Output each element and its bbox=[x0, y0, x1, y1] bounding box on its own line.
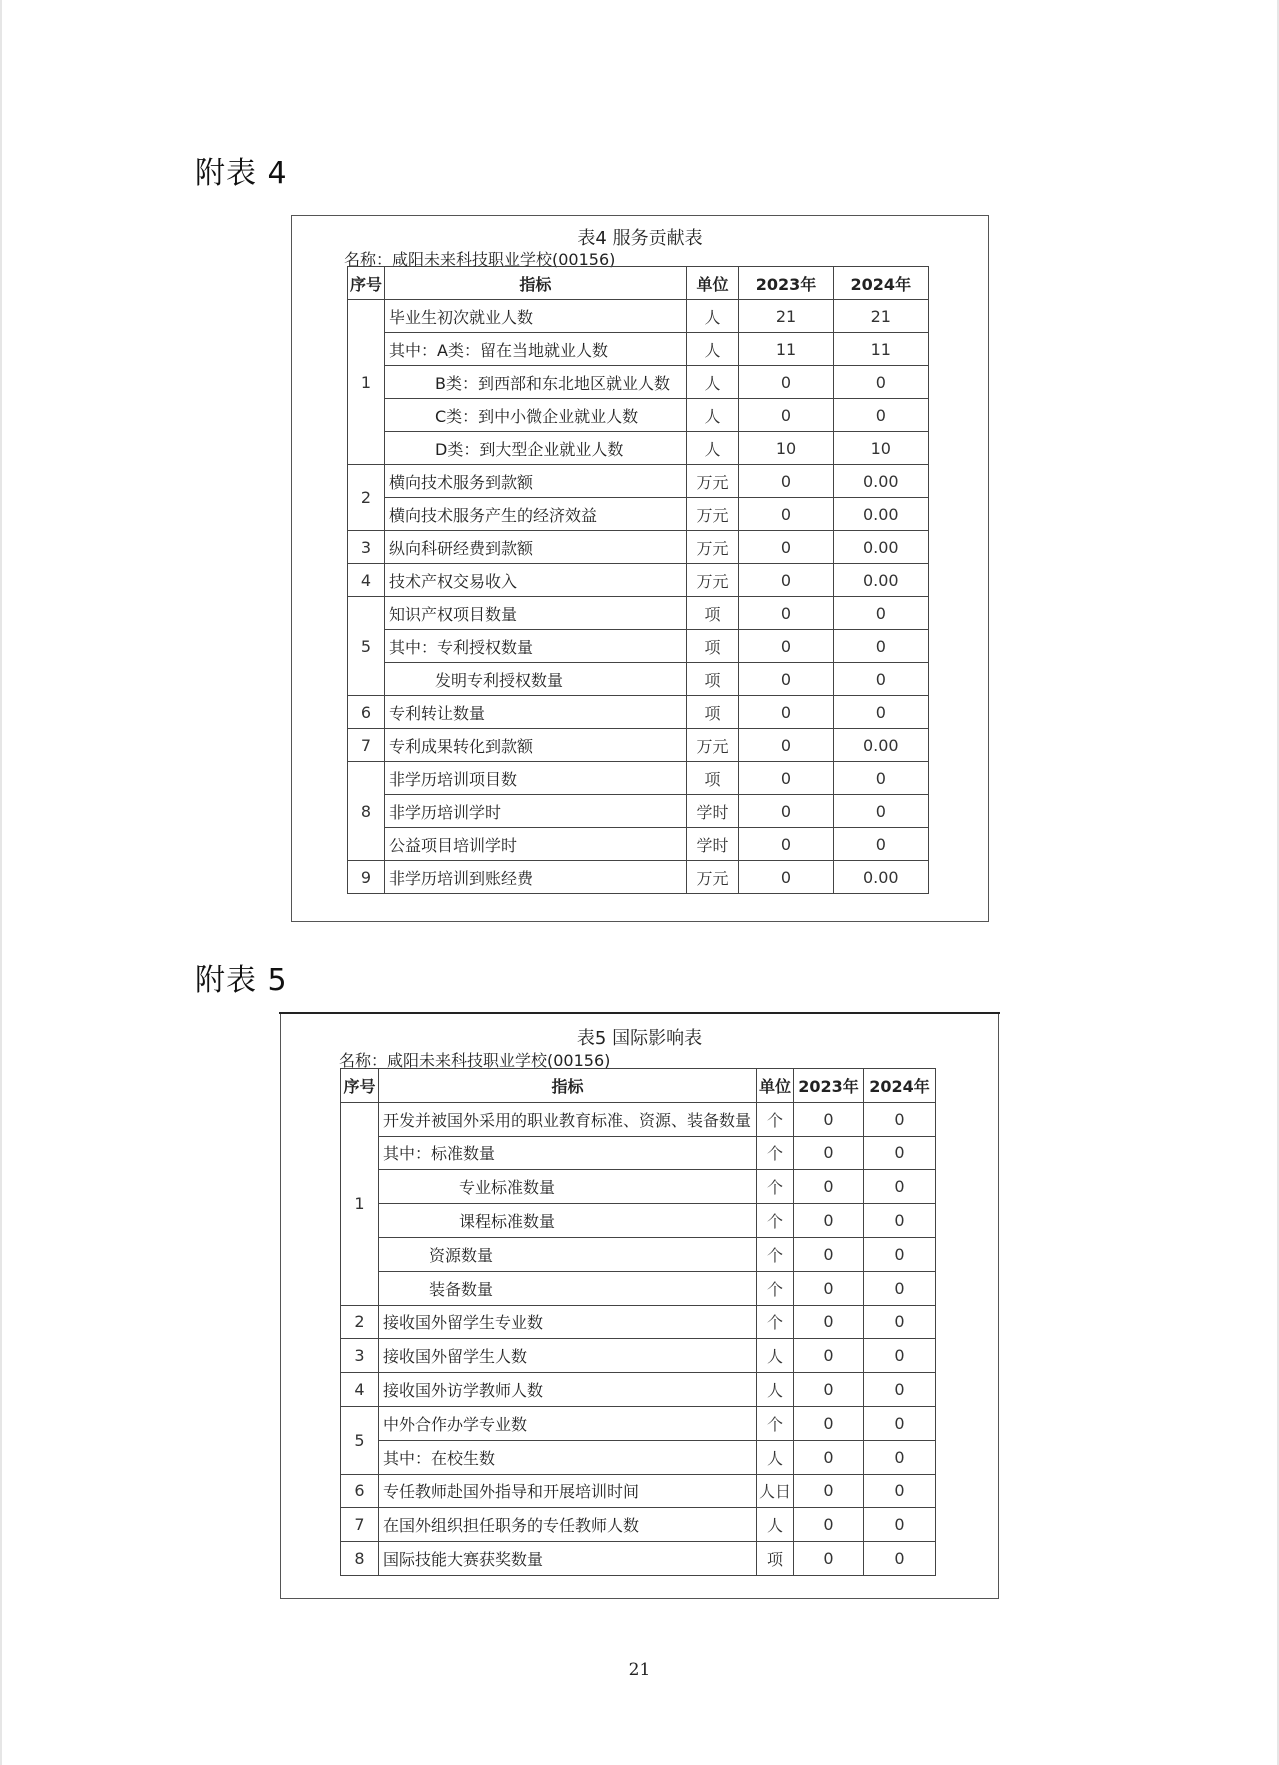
indicator-cell: 接收国外留学生专业数 bbox=[379, 1305, 757, 1339]
value-2024-cell: 0 bbox=[833, 630, 928, 663]
appendix-5-heading: 附表 5 bbox=[195, 963, 288, 998]
value-2023-cell: 0 bbox=[739, 498, 833, 531]
value-2023-cell: 0 bbox=[794, 1508, 864, 1542]
value-2024-cell: 0 bbox=[864, 1339, 936, 1373]
value-2023-cell: 0 bbox=[739, 762, 833, 795]
value-2023-cell: 0 bbox=[739, 729, 833, 762]
indicator-cell: 中外合作办学专业数 bbox=[379, 1406, 757, 1440]
unit-cell: 人 bbox=[757, 1440, 794, 1474]
unit-cell: 万元 bbox=[686, 531, 739, 564]
value-2023-cell: 0 bbox=[794, 1204, 864, 1238]
value-2024-cell: 0 bbox=[833, 597, 928, 630]
indicator-cell: B类：到西部和东北地区就业人数 bbox=[385, 366, 687, 399]
indicator-cell: 其中：在校生数 bbox=[379, 1440, 757, 1474]
table-row bbox=[341, 1204, 936, 1238]
header-2024: 2024年 bbox=[833, 267, 928, 300]
table-row bbox=[341, 1474, 936, 1508]
value-2023-cell: 11 bbox=[739, 333, 833, 366]
table-row bbox=[348, 762, 929, 795]
indicator-cell: 公益项目培训学时 bbox=[385, 828, 687, 861]
unit-cell: 项 bbox=[686, 663, 739, 696]
seq-cell: 5 bbox=[341, 1406, 379, 1474]
value-2024-cell: 0 bbox=[864, 1373, 936, 1407]
indicator-cell: 接收国外访学教师人数 bbox=[379, 1373, 757, 1407]
table-row bbox=[348, 333, 929, 366]
value-2024-cell: 0 bbox=[864, 1440, 936, 1474]
value-2024-cell: 0.00 bbox=[833, 531, 928, 564]
table-row bbox=[341, 1542, 936, 1576]
table-row bbox=[348, 300, 929, 333]
header-2023: 2023年 bbox=[739, 267, 833, 300]
table-row bbox=[348, 366, 929, 399]
table-row bbox=[348, 861, 929, 894]
indicator-cell: 其中：标准数量 bbox=[379, 1136, 757, 1170]
value-2024-cell: 0.00 bbox=[833, 861, 928, 894]
table-row bbox=[348, 795, 929, 828]
indicator-cell: 横向技术服务到款额 bbox=[385, 465, 687, 498]
table-row bbox=[348, 564, 929, 597]
value-2023-cell: 0 bbox=[739, 531, 833, 564]
indicator-cell: 纵向科研经费到款额 bbox=[385, 531, 687, 564]
table-row bbox=[341, 1237, 936, 1271]
seq-cell: 6 bbox=[341, 1474, 379, 1508]
table-row bbox=[341, 1508, 936, 1542]
table-row bbox=[348, 696, 929, 729]
value-2024-cell: 0 bbox=[833, 663, 928, 696]
value-2023-cell: 0 bbox=[794, 1237, 864, 1271]
value-2024-cell: 0 bbox=[864, 1508, 936, 1542]
value-2024-cell: 0 bbox=[864, 1542, 936, 1576]
indicator-cell: 非学历培训到账经费 bbox=[385, 861, 687, 894]
table-row bbox=[341, 1102, 936, 1136]
table-row bbox=[341, 1305, 936, 1339]
indicator-cell: 国际技能大赛获奖数量 bbox=[379, 1542, 757, 1576]
value-2024-cell: 11 bbox=[833, 333, 928, 366]
frame-top-border bbox=[279, 1012, 1000, 1014]
seq-cell: 5 bbox=[348, 597, 385, 696]
header-unit: 单位 bbox=[757, 1069, 794, 1103]
seq-cell: 2 bbox=[348, 465, 385, 531]
value-2024-cell: 0 bbox=[833, 366, 928, 399]
value-2024-cell: 0 bbox=[864, 1474, 936, 1508]
header-2024: 2024年 bbox=[864, 1069, 936, 1103]
value-2023-cell: 0 bbox=[739, 366, 833, 399]
unit-cell: 人 bbox=[757, 1508, 794, 1542]
value-2023-cell: 0 bbox=[739, 564, 833, 597]
appendix-4-heading: 附表 4 bbox=[195, 156, 288, 191]
value-2024-cell: 0 bbox=[833, 828, 928, 861]
indicator-cell: 发明专利授权数量 bbox=[385, 663, 687, 696]
seq-cell: 8 bbox=[341, 1542, 379, 1576]
value-2024-cell: 10 bbox=[833, 432, 928, 465]
seq-cell: 4 bbox=[341, 1373, 379, 1407]
value-2023-cell: 0 bbox=[739, 399, 833, 432]
table-row bbox=[348, 399, 929, 432]
indicator-cell: 开发并被国外采用的职业教育标准、资源、装备数量 bbox=[379, 1102, 757, 1136]
unit-cell: 人 bbox=[686, 366, 739, 399]
international-influence-table bbox=[340, 1068, 936, 1576]
value-2024-cell: 0 bbox=[864, 1136, 936, 1170]
indicator-cell: 非学历培训学时 bbox=[385, 795, 687, 828]
unit-cell: 项 bbox=[686, 630, 739, 663]
table-row bbox=[348, 630, 929, 663]
unit-cell: 人 bbox=[686, 399, 739, 432]
seq-cell: 8 bbox=[348, 762, 385, 861]
indicator-cell: D类：到大型企业就业人数 bbox=[385, 432, 687, 465]
seq-cell: 6 bbox=[348, 696, 385, 729]
value-2024-cell: 0 bbox=[833, 399, 928, 432]
unit-cell: 人 bbox=[686, 333, 739, 366]
seq-cell: 1 bbox=[348, 300, 385, 465]
value-2023-cell: 0 bbox=[739, 663, 833, 696]
value-2023-cell: 0 bbox=[739, 465, 833, 498]
seq-cell: 7 bbox=[341, 1508, 379, 1542]
unit-cell: 万元 bbox=[686, 465, 739, 498]
unit-cell: 项 bbox=[686, 762, 739, 795]
value-2024-cell: 21 bbox=[833, 300, 928, 333]
indicator-cell: 非学历培训项目数 bbox=[385, 762, 687, 795]
unit-cell: 个 bbox=[757, 1102, 794, 1136]
indicator-cell: 其中：A类：留在当地就业人数 bbox=[385, 333, 687, 366]
table-5-frame bbox=[280, 1013, 999, 1599]
unit-cell: 学时 bbox=[686, 828, 739, 861]
value-2023-cell: 0 bbox=[794, 1542, 864, 1576]
unit-cell: 学时 bbox=[686, 795, 739, 828]
unit-cell: 万元 bbox=[686, 564, 739, 597]
table-row bbox=[341, 1373, 936, 1407]
table-row bbox=[348, 828, 929, 861]
header-seq: 序号 bbox=[348, 267, 385, 300]
table-row bbox=[348, 498, 929, 531]
header-seq: 序号 bbox=[341, 1069, 379, 1103]
table-header-row bbox=[341, 1069, 936, 1103]
table-row bbox=[341, 1440, 936, 1474]
value-2023-cell: 0 bbox=[794, 1440, 864, 1474]
value-2023-cell: 0 bbox=[739, 828, 833, 861]
table-4-frame bbox=[291, 215, 989, 922]
page-number: 21 bbox=[628, 1660, 651, 1680]
value-2023-cell: 0 bbox=[794, 1339, 864, 1373]
indicator-cell: 接收国外留学生人数 bbox=[379, 1339, 757, 1373]
indicator-cell: 课程标准数量 bbox=[379, 1204, 757, 1238]
unit-cell: 项 bbox=[686, 696, 739, 729]
unit-cell: 万元 bbox=[686, 729, 739, 762]
unit-cell: 人 bbox=[757, 1339, 794, 1373]
indicator-cell: 装备数量 bbox=[379, 1271, 757, 1305]
value-2023-cell: 0 bbox=[794, 1474, 864, 1508]
value-2024-cell: 0 bbox=[864, 1271, 936, 1305]
table-row bbox=[341, 1170, 936, 1204]
indicator-cell: 知识产权项目数量 bbox=[385, 597, 687, 630]
header-indicator: 指标 bbox=[379, 1069, 757, 1103]
value-2023-cell: 0 bbox=[794, 1406, 864, 1440]
value-2023-cell: 0 bbox=[739, 861, 833, 894]
indicator-cell: C类：到中小微企业就业人数 bbox=[385, 399, 687, 432]
seq-cell: 3 bbox=[341, 1339, 379, 1373]
value-2024-cell: 0 bbox=[864, 1204, 936, 1238]
unit-cell: 个 bbox=[757, 1204, 794, 1238]
unit-cell: 个 bbox=[757, 1237, 794, 1271]
table-row bbox=[348, 729, 929, 762]
indicator-cell: 专利转让数量 bbox=[385, 696, 687, 729]
value-2023-cell: 0 bbox=[739, 630, 833, 663]
seq-cell: 9 bbox=[348, 861, 385, 894]
unit-cell: 人 bbox=[686, 432, 739, 465]
table-row bbox=[341, 1271, 936, 1305]
table-row bbox=[341, 1406, 936, 1440]
header-2023: 2023年 bbox=[794, 1069, 864, 1103]
value-2024-cell: 0 bbox=[864, 1170, 936, 1204]
indicator-cell: 专任教师赴国外指导和开展培训时间 bbox=[379, 1474, 757, 1508]
value-2023-cell: 10 bbox=[739, 432, 833, 465]
value-2023-cell: 0 bbox=[739, 696, 833, 729]
value-2024-cell: 0.00 bbox=[833, 729, 928, 762]
table-row bbox=[348, 531, 929, 564]
value-2024-cell: 0 bbox=[864, 1305, 936, 1339]
unit-cell: 个 bbox=[757, 1305, 794, 1339]
service-contribution-table bbox=[347, 266, 929, 894]
table-row bbox=[348, 597, 929, 630]
table-4-title: 表4 服务贡献表 bbox=[577, 228, 703, 249]
table-row bbox=[341, 1136, 936, 1170]
value-2023-cell: 0 bbox=[739, 597, 833, 630]
table-5-title: 表5 国际影响表 bbox=[576, 1028, 703, 1049]
value-2024-cell: 0 bbox=[864, 1237, 936, 1271]
value-2024-cell: 0 bbox=[864, 1406, 936, 1440]
indicator-cell: 横向技术服务产生的经济效益 bbox=[385, 498, 687, 531]
indicator-cell: 资源数量 bbox=[379, 1237, 757, 1271]
unit-cell: 人 bbox=[757, 1373, 794, 1407]
unit-cell: 人 bbox=[686, 300, 739, 333]
table-header-row bbox=[348, 267, 929, 300]
header-unit: 单位 bbox=[686, 267, 739, 300]
value-2023-cell: 21 bbox=[739, 300, 833, 333]
seq-cell: 3 bbox=[348, 531, 385, 564]
indicator-cell: 毕业生初次就业人数 bbox=[385, 300, 687, 333]
value-2024-cell: 0.00 bbox=[833, 465, 928, 498]
value-2023-cell: 0 bbox=[794, 1373, 864, 1407]
value-2023-cell: 0 bbox=[794, 1305, 864, 1339]
indicator-cell: 技术产权交易收入 bbox=[385, 564, 687, 597]
table-row bbox=[348, 432, 929, 465]
unit-cell: 个 bbox=[757, 1136, 794, 1170]
value-2023-cell: 0 bbox=[794, 1170, 864, 1204]
value-2024-cell: 0.00 bbox=[833, 498, 928, 531]
indicator-cell: 专业标准数量 bbox=[379, 1170, 757, 1204]
value-2024-cell: 0 bbox=[864, 1102, 936, 1136]
seq-cell: 4 bbox=[348, 564, 385, 597]
seq-cell: 7 bbox=[348, 729, 385, 762]
seq-cell: 2 bbox=[341, 1305, 379, 1339]
table-row bbox=[341, 1339, 936, 1373]
table-5-org-name: 名称：咸阳未来科技职业学校(00156) bbox=[339, 1051, 611, 1070]
unit-cell: 个 bbox=[757, 1406, 794, 1440]
indicator-cell: 在国外组织担任职务的专任教师人数 bbox=[379, 1508, 757, 1542]
table-row bbox=[348, 465, 929, 498]
value-2024-cell: 0 bbox=[833, 696, 928, 729]
indicator-cell: 专利成果转化到款额 bbox=[385, 729, 687, 762]
page-edge-left bbox=[0, 0, 2, 1765]
unit-cell: 项 bbox=[757, 1542, 794, 1576]
unit-cell: 个 bbox=[757, 1271, 794, 1305]
value-2023-cell: 0 bbox=[794, 1102, 864, 1136]
table-row bbox=[348, 663, 929, 696]
unit-cell: 万元 bbox=[686, 498, 739, 531]
value-2024-cell: 0 bbox=[833, 795, 928, 828]
unit-cell: 个 bbox=[757, 1170, 794, 1204]
seq-cell: 1 bbox=[341, 1102, 379, 1305]
value-2023-cell: 0 bbox=[794, 1271, 864, 1305]
indicator-cell: 其中：专利授权数量 bbox=[385, 630, 687, 663]
unit-cell: 万元 bbox=[686, 861, 739, 894]
unit-cell: 人日 bbox=[757, 1474, 794, 1508]
table-4-org-name: 名称：咸阳未来科技职业学校(00156) bbox=[344, 250, 616, 269]
value-2023-cell: 0 bbox=[739, 795, 833, 828]
header-indicator: 指标 bbox=[385, 267, 687, 300]
unit-cell: 项 bbox=[686, 597, 739, 630]
value-2024-cell: 0.00 bbox=[833, 564, 928, 597]
value-2023-cell: 0 bbox=[794, 1136, 864, 1170]
value-2024-cell: 0 bbox=[833, 762, 928, 795]
